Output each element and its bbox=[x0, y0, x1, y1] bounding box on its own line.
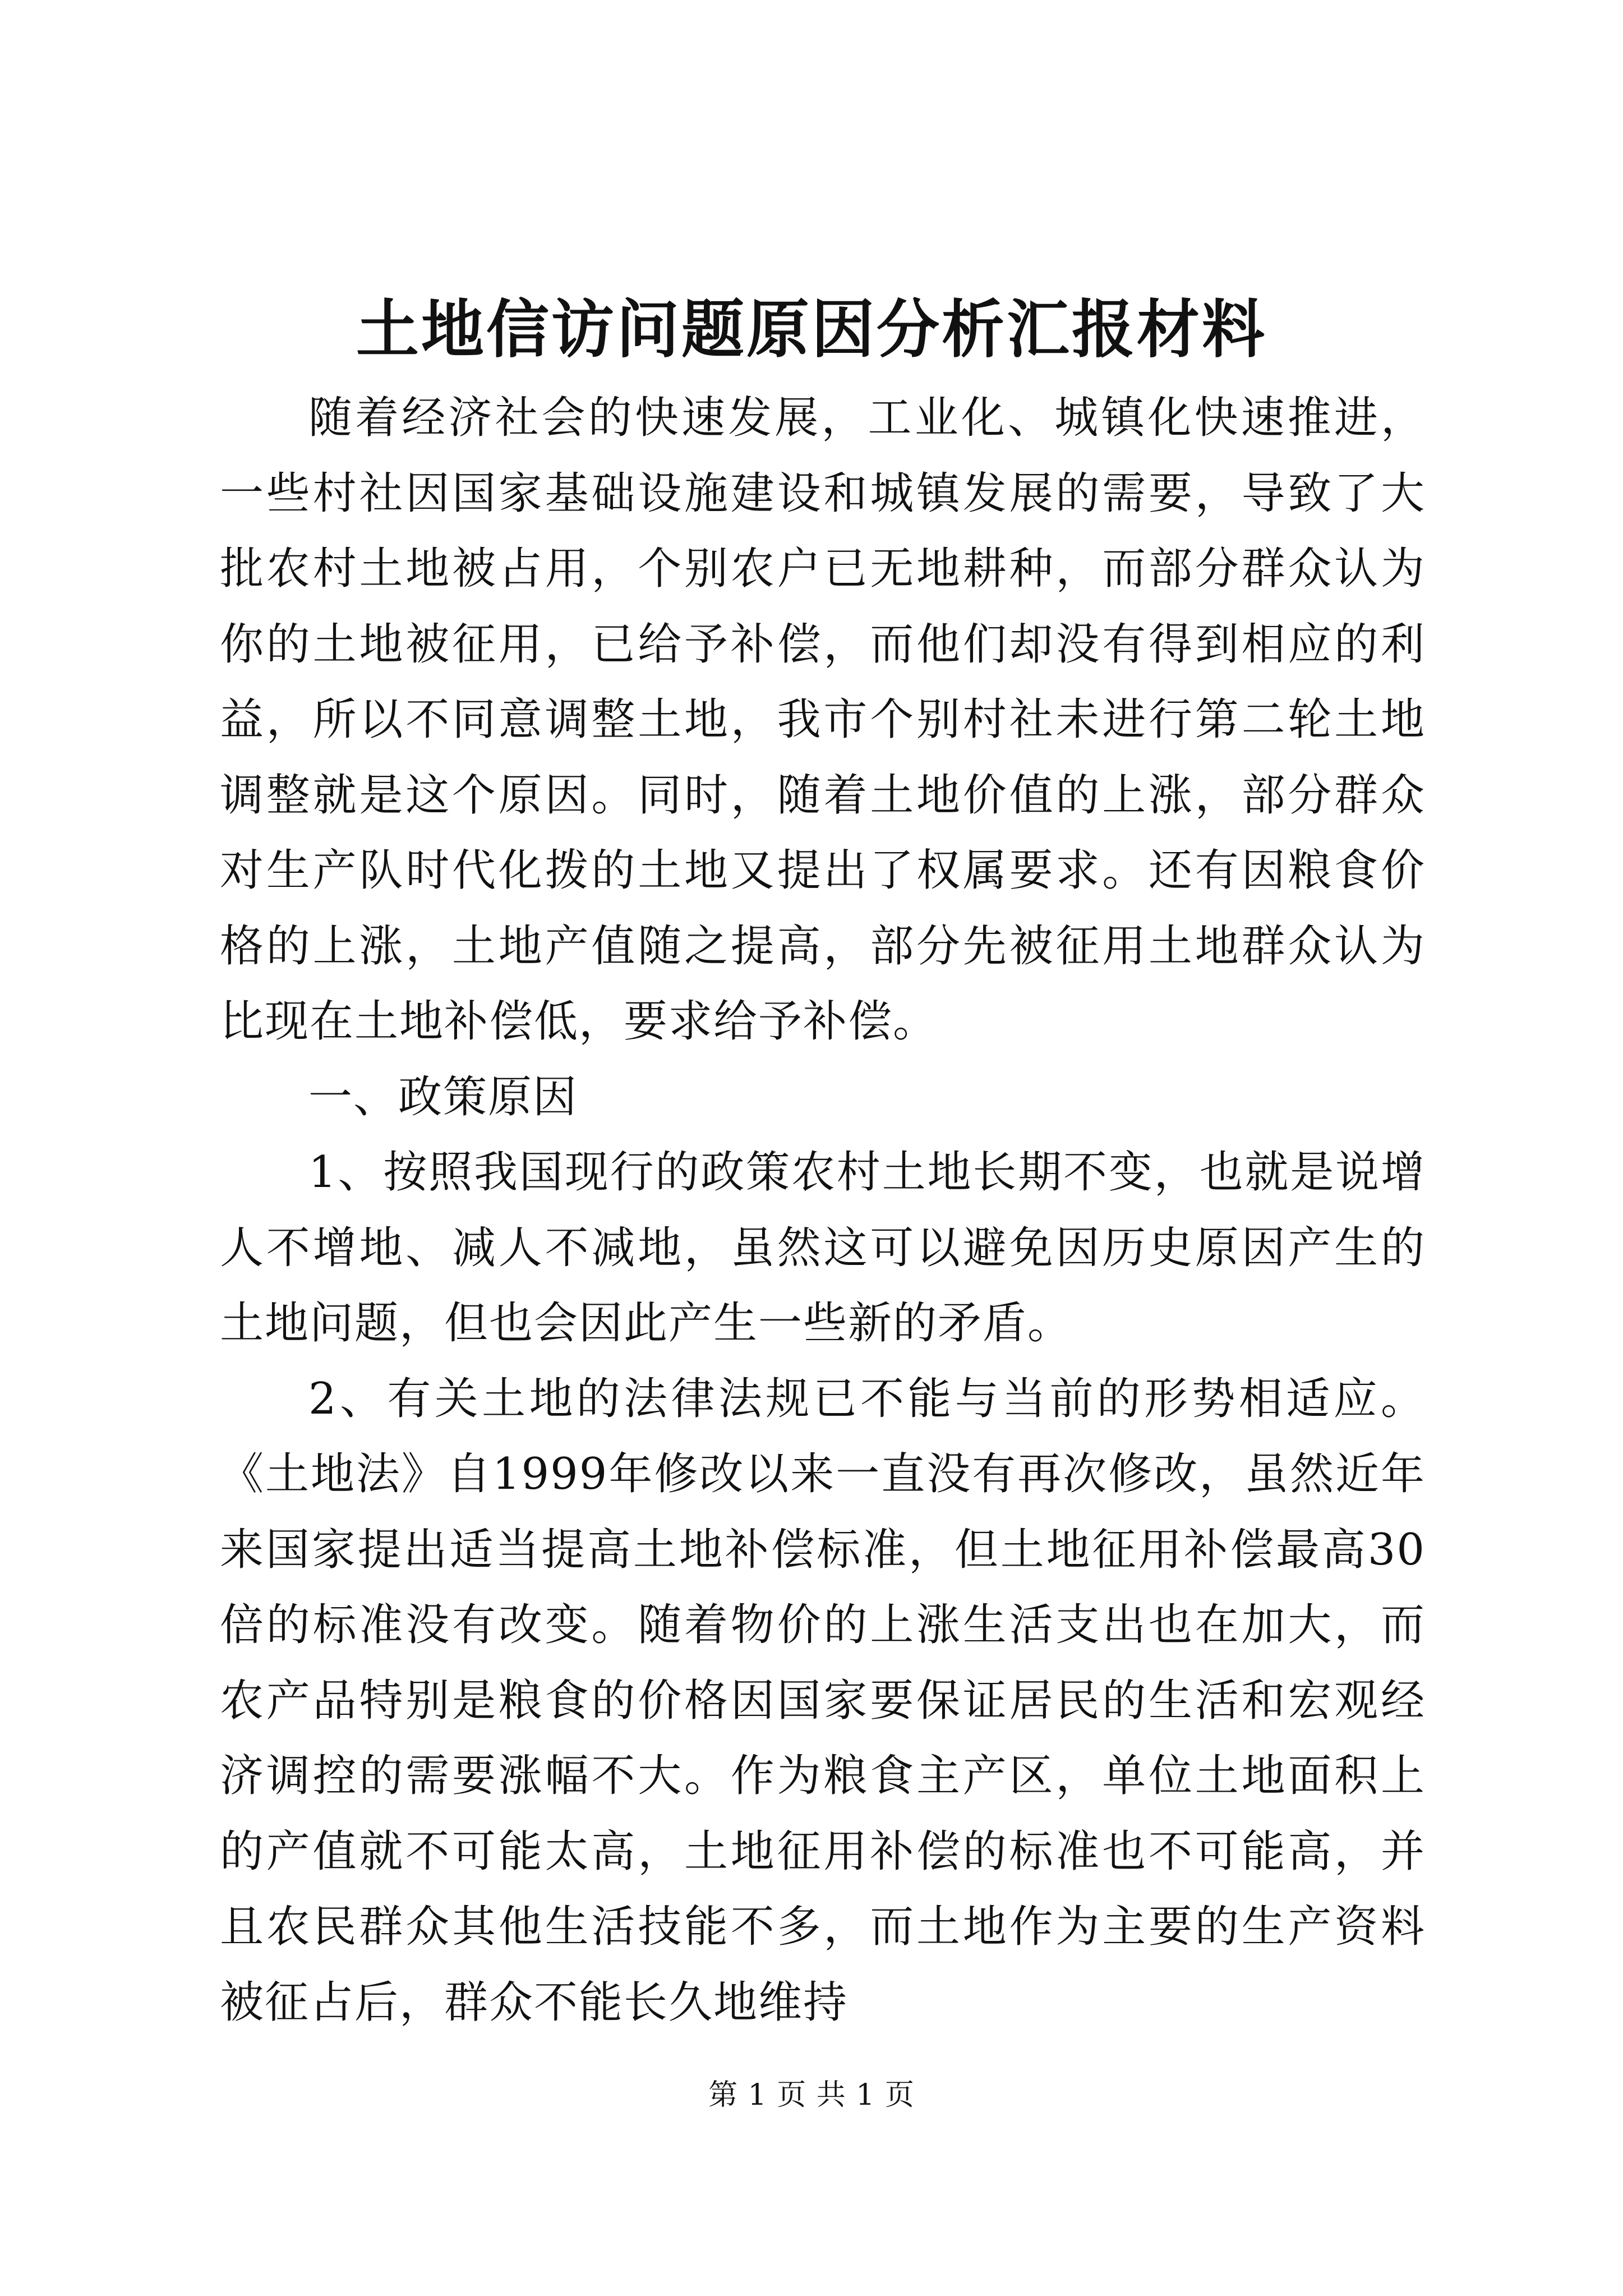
intro-paragraph: 随着经济社会的快速发展，工业化、城镇化快速推进，一些村社因国家基础设施建设和城镇发展的需要，导致了大批农村土地被占用，个别农户已无地耕种，而部分群众认为你的土地被征用，已给予补偿，而他们却没有得到相应的利益，所以不同意调整土地，我市个别村社未进行第二轮土地调整就是这个原因。同时，随着土地价值的上涨，部分群众对生产队时代化拨的土地又提出了权属要求。还有因粮食价格的上涨，土地产值随之提高，部分先被征用土地群众认为比现在土地补偿低，要求给予补偿。 bbox=[220, 393, 1426, 1047]
page-number-text: 第 1 页 共 1 页 bbox=[708, 2078, 915, 2112]
document-title: 土地信访问题原因分析汇报材料 bbox=[356, 293, 1267, 366]
policy-point-2-paragraph: 2、有关土地的法律法规已不能与当前的形势相适应。《土地法》自1999年修改以来一直没有再次修改，虽然近年来国家提出适当提高土地补偿标准，但土地征用补偿最高30倍的标准没有改变。随着物价的上涨生活支出也在加大，而农产品特别是粮食的价格因国家要保证居民的生活和宏观经济调控的需要涨幅不大。作为粮食主产区，单位土地面积上的产值就不可能太高，土地征用补偿的标准也不可能高，并且农民群众其他生活技能不多，而土地作为主要的生产资料被征占后，群众不能长久地维持 bbox=[220, 1373, 1426, 2028]
document-body bbox=[220, 380, 1426, 2040]
policy-point-1-paragraph: 1、按照我国现行的政策农村土地长期不变，也就是说增人不增地、减人不减地，虽然这可以避免因历史原因产生的土地问题，但也会因此产生一些新的矛盾。 bbox=[220, 1147, 1426, 1349]
section-heading-policy-reasons: 一、政策原因 bbox=[308, 1071, 578, 1122]
page-number-footer bbox=[0, 2076, 1623, 2115]
